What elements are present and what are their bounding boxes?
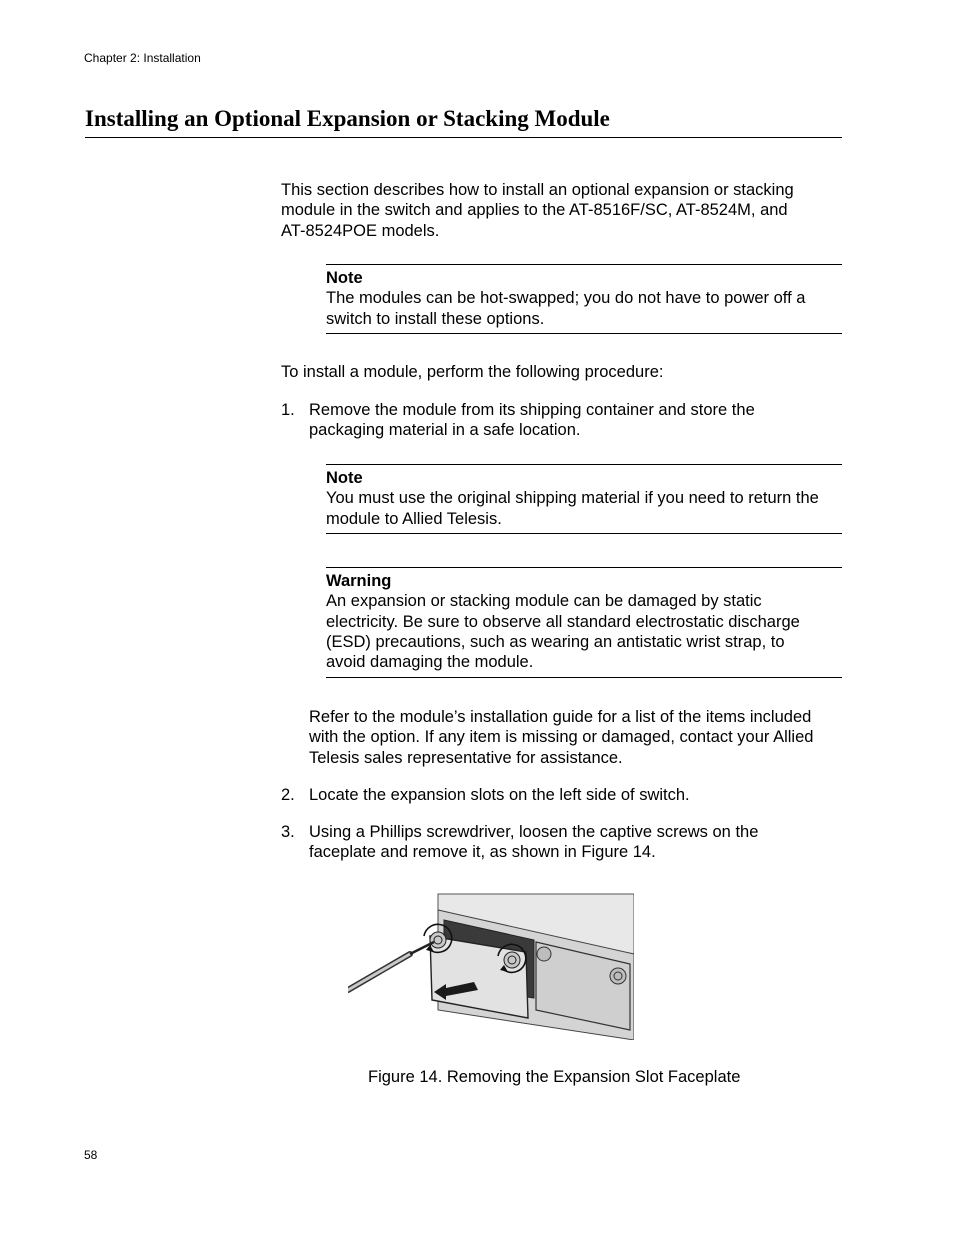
note-line: module to Allied Telesis. [326, 509, 502, 528]
step-number: 1. [281, 401, 295, 419]
figure-caption: Figure 14. Removing the Expansion Slot Faceplate [368, 1068, 741, 1086]
step-line: Using a Phillips screwdriver, loosen the captive screws on the [309, 823, 759, 841]
note-line: switch to install these options. [326, 309, 545, 328]
note-heading: Note [326, 469, 363, 487]
note-box [326, 464, 842, 534]
intro-paragraph [281, 180, 794, 241]
page-number: 58 [84, 1148, 98, 1162]
refer-line: with the option. If any item is missing or damaged, contact your Allied [309, 728, 814, 747]
warning-line: electricity. Be sure to observe all standard electrostatic discharge [326, 612, 800, 631]
warning-line: An expansion or stacking module can be damaged by static [326, 592, 762, 611]
refer-line: Telesis sales representative for assistance. [309, 748, 623, 767]
step-text [309, 400, 755, 441]
note-line: You must use the original shipping material if you need to return the [326, 489, 819, 508]
note-box [326, 264, 842, 334]
procedure-intro: To install a module, perform the following procedure: [281, 363, 664, 381]
warning-heading: Warning [326, 572, 392, 590]
section-title: Installing an Optional Expansion or Stacking Module [85, 106, 842, 138]
faceplate-removal-illustration [348, 892, 634, 1040]
step-number: 2. [281, 786, 295, 804]
note-heading: Note [326, 269, 363, 287]
warning-line: avoid damaging the module. [326, 653, 534, 672]
intro-line: module in the switch and applies to the AT-8516F/SC, AT-8524M, and [281, 201, 788, 220]
step-text [309, 785, 690, 805]
warning-line: (ESD) precautions, such as wearing an antistatic wrist strap, to [326, 632, 785, 651]
note-body [326, 488, 842, 529]
step-text [309, 822, 758, 863]
intro-line: This section describes how to install an optional expansion or stacking [281, 181, 794, 199]
warning-body [326, 591, 842, 672]
running-head: Chapter 2: Installation [84, 51, 201, 65]
note-line: The modules can be hot-swapped; you do not have to power off a [326, 289, 806, 308]
intro-line: AT-8524POE models. [281, 221, 440, 240]
step-line: Locate the expansion slots on the left side of switch. [309, 786, 690, 804]
warning-box [326, 567, 842, 678]
step-line: Remove the module from its shipping container and store the [309, 401, 755, 419]
refer-line: Refer to the module’s installation guide for a list of the items included [309, 708, 812, 726]
note-body [326, 288, 842, 329]
refer-paragraph [309, 707, 813, 768]
step-line: packaging material in a safe location. [309, 421, 581, 440]
step-number: 3. [281, 823, 295, 841]
step-line: faceplate and remove it, as shown in Figure 14. [309, 843, 656, 862]
